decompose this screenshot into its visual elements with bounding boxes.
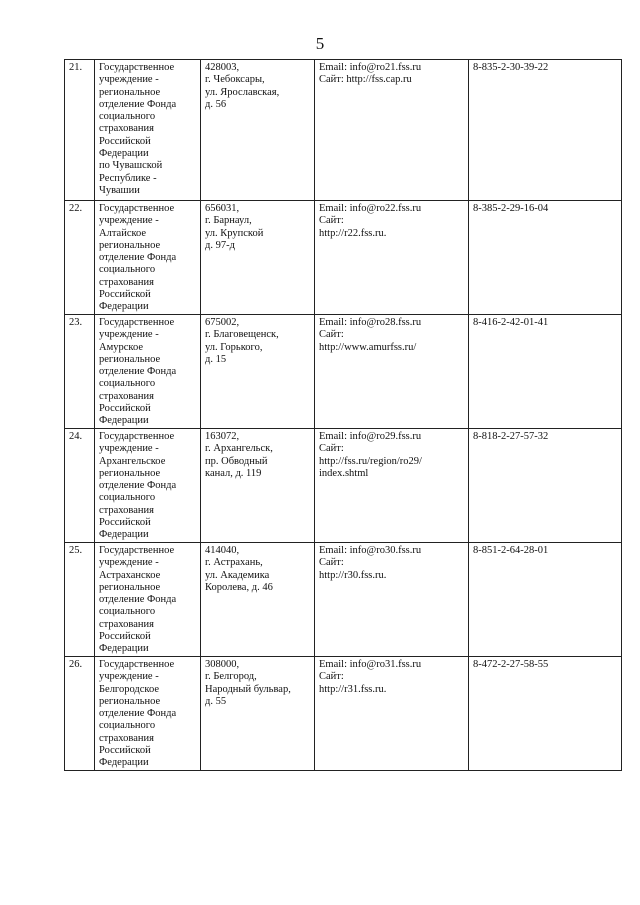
postal-address: 656031, г. Барнаул, ул. Крупской д. 97-д <box>201 201 315 315</box>
row-number: 21. <box>65 60 95 201</box>
email-and-website: Email: info@ro22.fss.ru Сайт: http://r22.fss.ru. <box>315 201 469 315</box>
postal-address: 414040, г. Астрахань, ул. Академика Королева, д. 46 <box>201 543 315 657</box>
table-row <box>65 429 622 543</box>
postal-address: 675002, г. Благовещенск, ул. Горького, д. 15 <box>201 315 315 429</box>
postal-address: 308000, г. Белгород, Народный бульвар, д. 55 <box>201 657 315 771</box>
organization-name: Государственное учреждение - Амурское региональное отделение Фонда социального страхования Российской Федерации <box>95 315 201 429</box>
table-row <box>65 201 622 315</box>
row-number: 25. <box>65 543 95 657</box>
email-and-website: Email: info@ro31.fss.ru Сайт: http://r31.fss.ru. <box>315 657 469 771</box>
table-row <box>65 657 622 771</box>
organization-name: Государственное учреждение - Алтайское региональное отделение Фонда социального страхования Российской Федерации <box>95 201 201 315</box>
row-number: 26. <box>65 657 95 771</box>
organization-name: Государственное учреждение - региональное отделение Фонда социального страхования Российской Федерации по Чувашской Республике - Чувашии <box>95 60 201 201</box>
table-row <box>65 315 622 429</box>
organization-name: Государственное учреждение - Белгородское региональное отделение Фонда социального страхования Российской Федерации <box>95 657 201 771</box>
phone-number: 8-851-2-64-28-01 <box>469 543 622 657</box>
phone-number: 8-818-2-27-57-32 <box>469 429 622 543</box>
row-number: 22. <box>65 201 95 315</box>
row-number: 23. <box>65 315 95 429</box>
email-and-website: Email: info@ro29.fss.ru Сайт: http://fss.ru/region/ro29/ index.shtml <box>315 429 469 543</box>
fss-offices-table <box>64 59 622 771</box>
postal-address: 163072, г. Архангельск, пр. Обводный канал, д. 119 <box>201 429 315 543</box>
phone-number: 8-835-2-30-39-22 <box>469 60 622 201</box>
page-number: 5 <box>315 34 325 53</box>
organization-name: Государственное учреждение - Архангельское региональное отделение Фонда социального страхования Российской Федерации <box>95 429 201 543</box>
row-number: 24. <box>65 429 95 543</box>
table-row <box>65 543 622 657</box>
phone-number: 8-385-2-29-16-04 <box>469 201 622 315</box>
phone-number: 8-472-2-27-58-55 <box>469 657 622 771</box>
email-and-website: Email: info@ro30.fss.ru Сайт: http://r30.fss.ru. <box>315 543 469 657</box>
organization-name: Государственное учреждение - Астраханское региональное отделение Фонда социального страхования Российской Федерации <box>95 543 201 657</box>
email-and-website: Email: info@ro28.fss.ru Сайт: http://www.amurfss.ru/ <box>315 315 469 429</box>
phone-number: 8-416-2-42-01-41 <box>469 315 622 429</box>
email-and-website: Email: info@ro21.fss.ru Сайт: http://fss.cap.ru <box>315 60 469 201</box>
postal-address: 428003, г. Чебоксары, ул. Ярославская, д. 56 <box>201 60 315 201</box>
table-row <box>65 60 622 201</box>
